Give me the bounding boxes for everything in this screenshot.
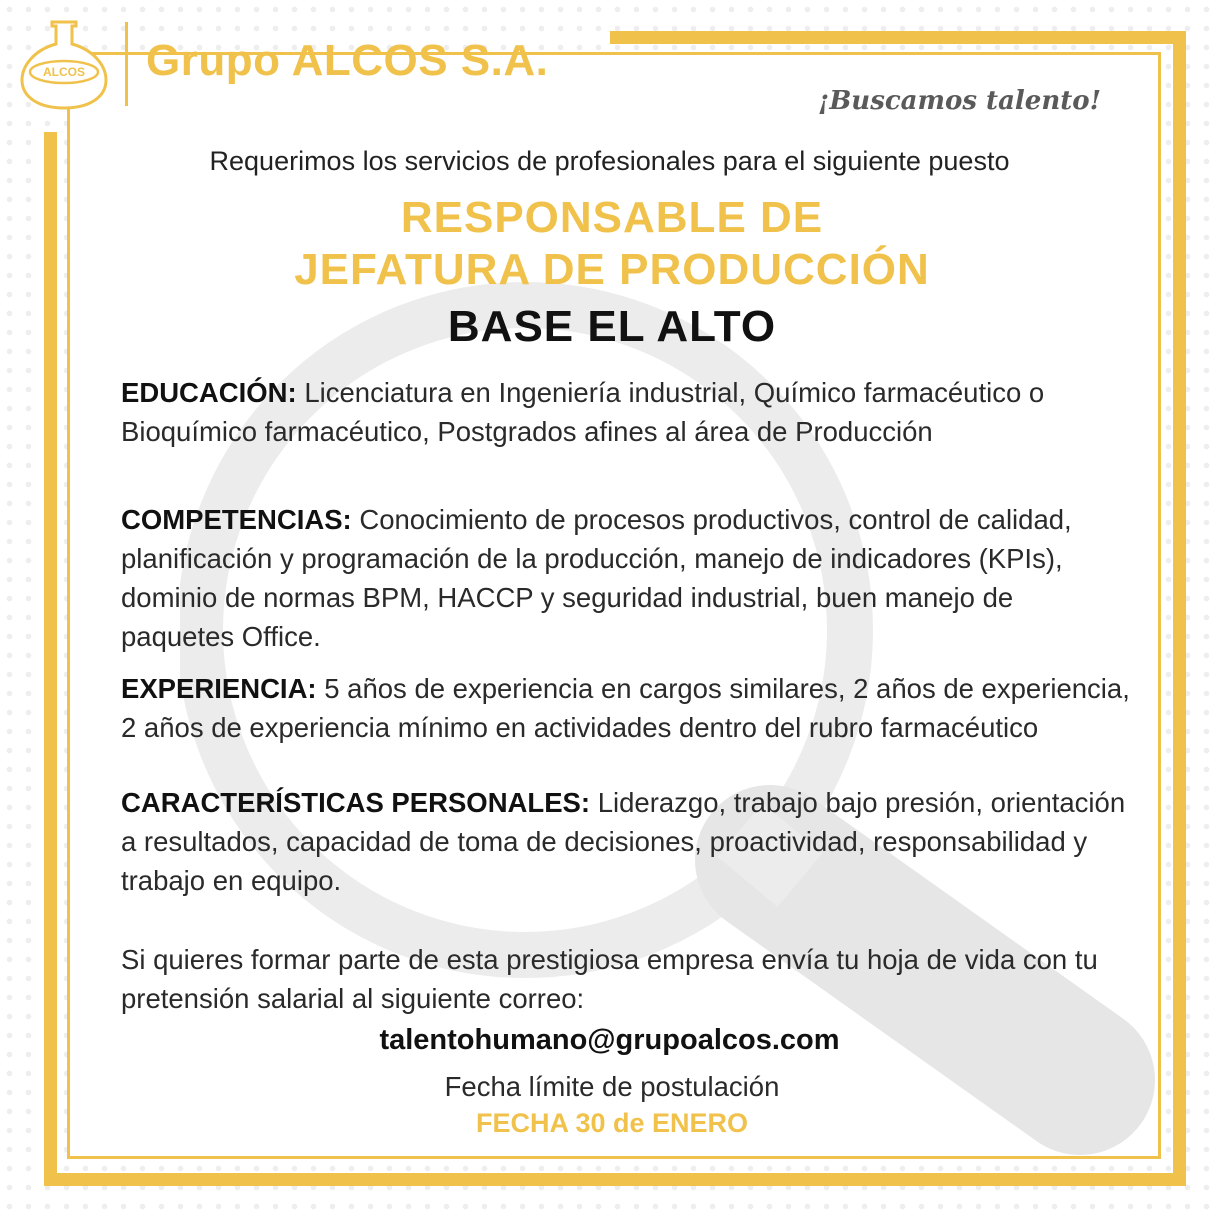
section-text: Liderazgo, trabajo bajo presión, orientación a resultados, capacidad de toma de decisiones, proactividad, responsabilidad y trabajo en equipo. xyxy=(121,787,1126,896)
deadline-date: FECHA 30 de ENERO xyxy=(475,1108,749,1138)
job-location: BASE EL ALTO xyxy=(447,302,777,351)
logo-divider xyxy=(125,22,128,106)
section-education xyxy=(121,373,1131,451)
section-competencies xyxy=(121,500,1131,656)
section-text: 5 años de experiencia en cargos similares, 2 años de experiencia, 2 años de experiencia mínimo en actividades dentro del rubro farmacéutico xyxy=(121,673,1130,743)
section-text: Licenciatura en Ingeniería industrial, Químico farmacéutico o Bioquímico farmacéutico, Postgrados afines al área de Producción xyxy=(121,377,1045,447)
section-label: COMPETENCIAS: xyxy=(121,504,352,535)
flask-logo-icon xyxy=(18,18,110,110)
job-title-line-2: JEFATURA DE PRODUCCIÓN xyxy=(294,245,930,294)
section-experience xyxy=(121,669,1131,747)
call-to-action: Si quieres formar parte de esta prestigiosa empresa envía tu hoja de vida con tu pretensión salarial al siguiente correo: xyxy=(121,944,1098,1014)
tagline: ¡Buscamos talento! xyxy=(817,86,1101,116)
contact-email[interactable]: talentohumano@grupoalcos.com xyxy=(379,1024,840,1056)
job-title xyxy=(0,192,1219,296)
logo-text: ALCOS xyxy=(43,65,85,79)
section-text: Conocimiento de procesos productivos, control de calidad, planificación y programación de la producción, manejo de indicadores (KPIs), dominio de normas BPM, HACCP y seguridad industrial, buen manejo de paquetes Office. xyxy=(121,504,1072,652)
section-label: EXPERIENCIA: xyxy=(121,673,317,704)
section-personal-traits xyxy=(121,783,1131,900)
section-label: EDUCACIÓN: xyxy=(121,377,297,408)
deadline-label: Fecha límite de postulación xyxy=(444,1071,780,1102)
company-name: Grupo ALCOS S.A. xyxy=(146,36,549,85)
job-title-line-1: RESPONSABLE DE xyxy=(400,193,824,242)
section-label: CARACTERÍSTICAS PERSONALES: xyxy=(121,787,591,818)
intro-text: Requerimos los servicios de profesionales para el siguiente puesto xyxy=(209,146,1010,176)
